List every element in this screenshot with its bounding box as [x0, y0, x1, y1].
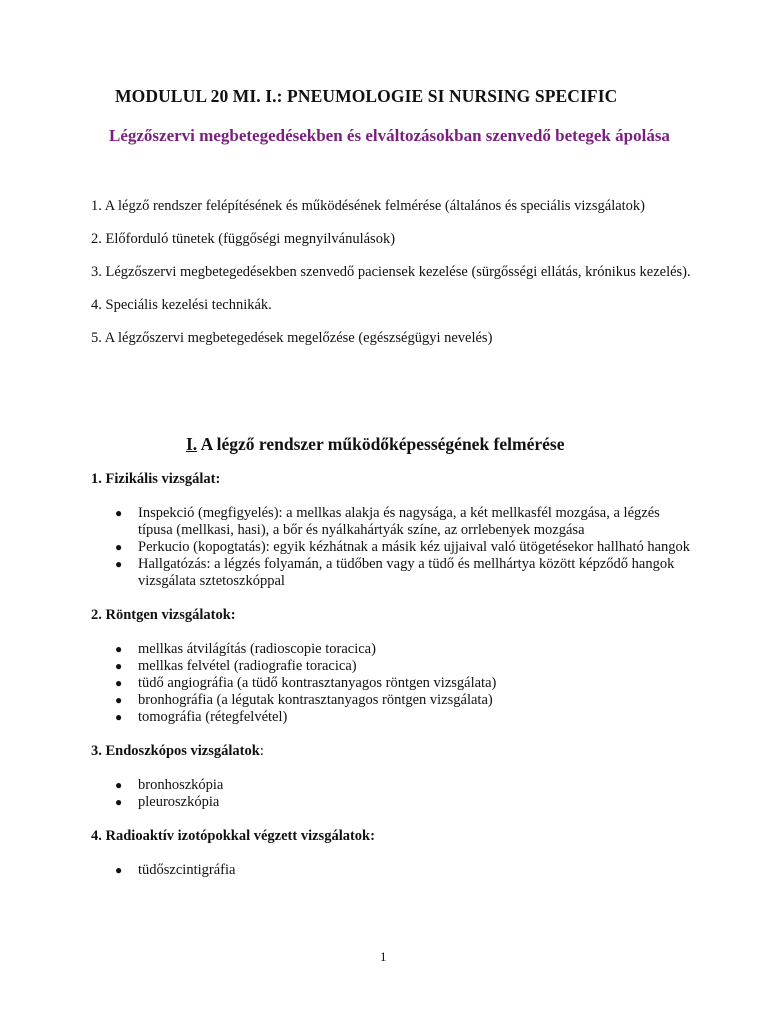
list-item — [91, 658, 691, 675]
list-item-text: tüdőszcintigráfia — [138, 862, 236, 878]
bullet-icon: ● — [115, 863, 123, 877]
list-item-text: Perkucio (kopogtatás): egyik kézhátnak a másik kéz ujjaival való ütögetésekor hallható hangok — [138, 539, 691, 555]
list-item — [91, 709, 691, 726]
subsection-heading — [91, 743, 691, 760]
section-content — [91, 471, 691, 896]
table-of-contents — [91, 198, 691, 363]
list-item — [91, 692, 691, 709]
bullet-icon: ● — [115, 642, 123, 656]
list-item — [91, 505, 691, 539]
list-item-text: Inspekció (megfigyelés): a mellkas alakja és nagysága, a két mellkasfél mozgása, a légzés típusa (mellkasi, hasi), a bőr és nyálkahártyák színe, az orrlebenyek mozgása — [138, 505, 660, 538]
list-item-text: bronhográfia (a légutak kontrasztanyagos röntgen vizsgálata) — [138, 692, 493, 708]
document-subtitle: Légzőszervi megbetegedésekben és elváltozásokban szenvedő betegek ápolása — [109, 126, 670, 145]
list-item — [91, 794, 691, 811]
section-roman-numeral: I. — [186, 434, 198, 454]
toc-item: 3. Légzőszervi megbetegedésekben szenvedő paciensek kezelése (sürgősségi ellátás, krónikus kezelés). — [91, 264, 691, 280]
bullet-icon: ● — [115, 693, 123, 707]
list-item-text: tomográfia (rétegfelvétel) — [138, 709, 288, 725]
bullet-list — [91, 777, 691, 811]
subsection-heading — [91, 471, 691, 488]
toc-item: 2. Előforduló tünetek (függőségi megnyilvánulások) — [91, 231, 396, 247]
list-item — [91, 862, 691, 879]
list-item — [91, 556, 691, 590]
subsection-heading-text: 4. Radioaktív izotópokkal végzett vizsgálatok: — [91, 828, 375, 844]
bullet-icon: ● — [115, 659, 123, 673]
bullet-list — [91, 641, 691, 726]
list-item-text: mellkas felvétel (radiografie toracica) — [138, 658, 357, 674]
page-number: 1 — [380, 949, 387, 964]
toc-item: 1. A légző rendszer felépítésének és működésének felmérése (általános és speciális vizsgálatok) — [91, 198, 646, 214]
bullet-icon: ● — [115, 557, 123, 571]
subsection-heading-text: 3. Endoszkópos vizsgálatok — [91, 743, 260, 759]
list-item-text: bronhoszkópia — [138, 777, 224, 793]
list-item-text: mellkas átvilágítás (radioscopie toracica) — [138, 641, 376, 657]
bullet-list — [91, 862, 691, 879]
subsection-heading — [91, 607, 691, 624]
subsection-heading-colon: : — [259, 743, 264, 759]
list-item — [91, 641, 691, 658]
bullet-icon: ● — [115, 710, 123, 724]
list-item-text: tüdő angiográfia (a tüdő kontrasztanyagos röntgen vizsgálata) — [138, 675, 497, 691]
bullet-icon: ● — [115, 540, 123, 554]
subsection-heading — [91, 828, 691, 845]
bullet-icon: ● — [115, 778, 123, 792]
section-heading — [186, 434, 564, 455]
bullet-list — [91, 505, 691, 590]
list-item — [91, 539, 691, 556]
bullet-icon: ● — [115, 506, 123, 520]
list-item-text: Hallgatózás: a légzés folyamán, a tüdőben vagy a tüdő és mellhártya között képződő hangok vizsgálata sztetoszkóppal — [138, 556, 675, 589]
section-title: A légző rendszer működőképességének felmérése — [197, 434, 565, 454]
bullet-icon: ● — [115, 795, 123, 809]
module-title: MODULUL 20 MI. I.: PNEUMOLOGIE SI NURSING SPECIFIC — [115, 86, 618, 106]
bullet-icon: ● — [115, 676, 123, 690]
list-item — [91, 777, 691, 794]
toc-item: 4. Speciális kezelési technikák. — [91, 297, 272, 313]
subsection-heading-text: 2. Röntgen vizsgálatok: — [91, 607, 236, 623]
list-item-text: pleuroszkópia — [138, 794, 220, 810]
subsection-heading-text: 1. Fizikális vizsgálat: — [91, 471, 221, 487]
list-item — [91, 675, 691, 692]
toc-item: 5. A légzőszervi megbetegedések megelőzése (egészségügyi nevelés) — [91, 330, 493, 346]
